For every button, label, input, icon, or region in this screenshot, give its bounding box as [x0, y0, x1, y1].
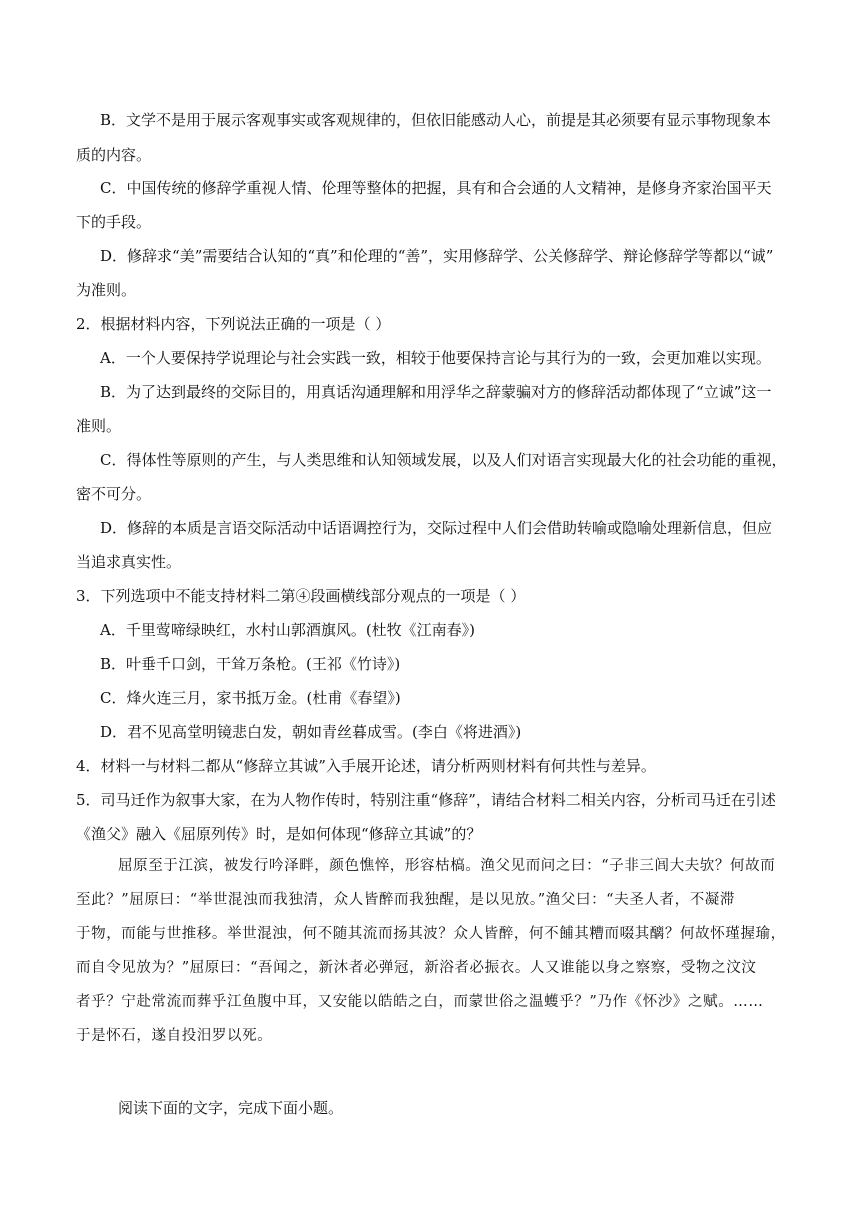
- q2-option-c-line1: C．得体性等原则的产生，与人类思维和认知领域发展，以及人们对语言实现最大化的社会功能的重视，: [100, 451, 787, 469]
- q5-stem-line2: 《渔父》融入《屈原列传》时，是如何体现“修辞立其诚”的？: [76, 825, 482, 843]
- q5-quote-line5: 者乎？宁赴常流而葬乎江鱼腹中耳，又安能以皓皓之白，而蒙世俗之温蠖乎？”乃作《怀沙》之赋。……: [76, 994, 764, 1010]
- q1-option-c-line1: C．中国传统的修辞学重视人情、伦理等整体的把握，具有和合会通的人文精神，是修身齐家治国平天: [100, 179, 772, 197]
- next-section-intro: 阅读下面的文字，完成下面小题。: [118, 1099, 344, 1117]
- q1-option-c-line2: 下的手段。: [76, 213, 152, 231]
- q2-option-d-line1: D．修辞的本质是言语交际活动中话语调控行为，交际过程中人们会借助转喻或隐喻处理新信息，但应: [100, 519, 773, 537]
- q2-option-d-line2: 当追求真实性。: [76, 553, 182, 571]
- q2-stem: 2．根据材料内容，下列说法正确的一项是（ ）: [76, 315, 391, 333]
- q5-quote-line6: 于是怀石，遂自投汨罗以死。: [76, 1028, 273, 1044]
- q3-option-d: D．君不见高堂明镜悲白发，朝如青丝暮成雪。(李白《将进酒》): [100, 723, 522, 741]
- q5-quote-line4: 而自令见放为？”屈原曰：“吾闻之，新沐者必弹冠，新浴者必振衣。人又谁能以身之察察，受物之汶汶: [76, 960, 757, 976]
- q5-stem-line1: 5．司马迁作为叙事大家，在为人物作传时，特别注重“修辞”，请结合材料二相关内容，分析司马迁在引述: [76, 791, 776, 809]
- q5-quote-line3: 于物，而能与世推移。举世混浊，何不随其流而扬其波？众人皆醉，何不餔其糟而啜其醨？何故怀瑾握瑜，: [76, 926, 786, 942]
- q2-option-a: A．一个人要保持学说理论与社会实践一致，相较于他要保持言论与其行为的一致，会更加难以实现。: [100, 349, 771, 367]
- q5-quote-line1: 屈原至于江滨，被发行吟泽畔，颜色憔悴，形容枯槁。渔父见而问之曰：“子非三闾大夫欤？何故而: [118, 858, 776, 874]
- q1-option-b-line1: B．文学不是用于展示客观事实或客观规律的，但依旧能感动人心，前提是其必须要有显示事物现象本: [100, 111, 772, 129]
- q1-option-d-line1: D．修辞求“美”需要结合认知的“真”和伦理的“善”，实用修辞学、公关修辞学、辩论修辞学等都以“诚”: [100, 247, 774, 265]
- q1-option-d-line2: 为准则。: [76, 281, 137, 299]
- q2-option-b-line1: B．为了达到最终的交际目的，用真话沟通理解和用浮华之辞蒙骗对方的修辞活动都体现了“立诚”这一: [100, 383, 772, 401]
- q3-option-c: C．烽火连三月，家书抵万金。(杜甫《春望》): [100, 689, 401, 707]
- q5-quote-line2: 至此？”屈原曰：“举世混浊而我独清，众人皆醉而我独醒，是以见放。”渔父曰：“夫圣人者，不凝滞: [76, 892, 735, 908]
- q4-stem: 4．材料一与材料二都从“修辞立其诚”入手展开论述，请分析两则材料有何共性与差异。: [76, 757, 656, 775]
- q3-stem: 3．下列选项中不能支持材料二第④段画横线部分观点的一项是（ ）: [76, 587, 526, 605]
- q3-option-a: A．千里莺啼绿映红，水村山郭酒旗风。(杜牧《江南春》): [100, 621, 476, 639]
- q2-option-c-line2: 密不可分。: [76, 485, 152, 503]
- q1-option-b-line2: 质的内容。: [76, 146, 152, 164]
- q3-option-b: B．叶垂千口剑，干耸万条枪。(王祁《竹诗》): [100, 655, 401, 673]
- q2-option-b-line2: 准则。: [76, 417, 122, 435]
